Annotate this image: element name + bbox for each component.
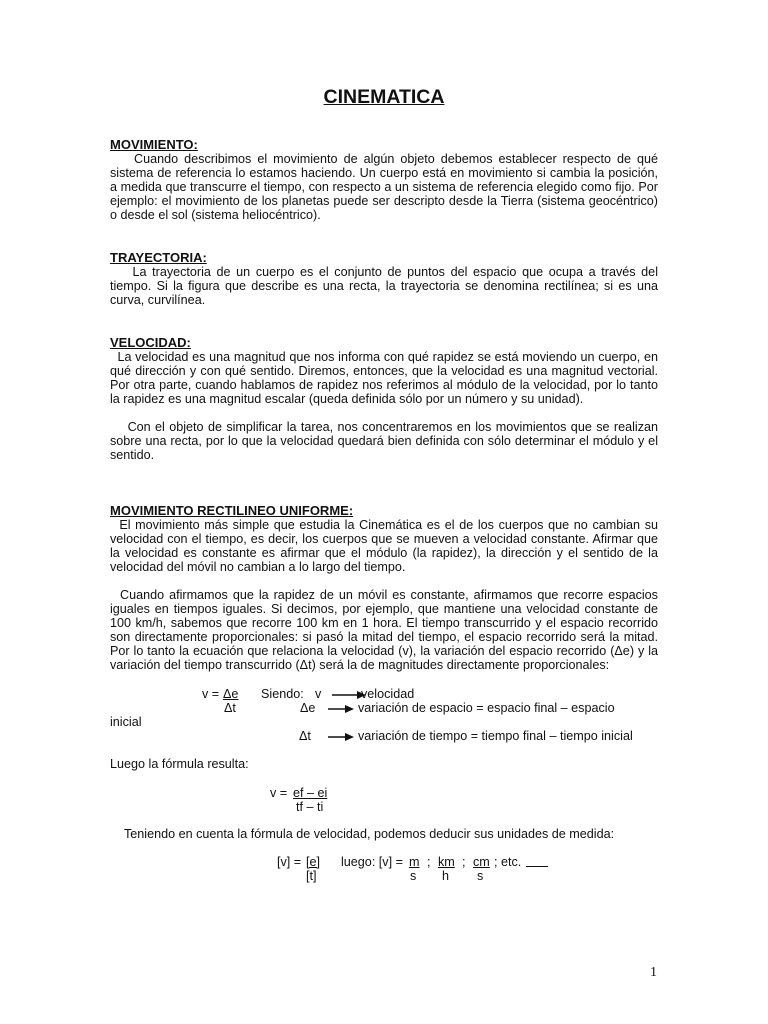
arrow-icon [328,704,354,714]
legend-v-description: velocidad [361,687,415,701]
unit-s-2: s [477,869,484,883]
formula-v-denominator: Δt [224,701,236,715]
page-number: 1 [650,965,657,980]
formula-v-numerator: Δe [223,687,239,701]
formula2-numerator: ef – ei [293,786,328,800]
formula-v-lhs: v = [202,687,220,701]
page-title: CINEMATICA [323,86,445,108]
units-denominator: [t] [306,869,317,883]
heading-velocidad: VELOCIDAD: [110,335,191,350]
paragraph-mru-2: Cuando afirmamos que la rapidez de un móvil es constante, afirmamos que recorre espacios iguales en tiempos iguales. Si decimos, por ejemplo, que mantiene una velocidad constante de 100 km/h, sabemos que recorre 100 km en 1 hora. El tiempo transcurrido y el espacio recorrido son directamente proporcionales: si pasó la mitad del tiempo, el espacio recorrido será la mitad. Por lo tanto la ecuación que relaciona la velocidad (v), la variación del espacio recorrido (Δe) y la variación del tiempo transcurrido (Δt) será la de magnitudes directamente proporcionales: [110,588,662,672]
unit-separator: ; [427,855,431,869]
heading-trayectoria: TRAYECTORIA: [110,250,207,265]
formula2-lhs: v = [270,786,288,800]
paragraph-trayectoria: La trayectoria de un cuerpo es el conjunto de puntos del espacio que ocupa a través del tiempo. Si la figura que describe es una recta, la trayectoria se denomina rectilínea; si es una curva, curvilínea. [110,265,662,307]
legend-dt-symbol: Δt [299,729,311,743]
siendo-label: Siendo: [261,687,304,701]
paragraph-velocidad-2: Con el objeto de simplificar la tarea, nos concentraremos en los movimientos que se realizan sobre una recta, por lo que la velocidad quedará bien definida con sólo determinar el módulo y el sentido. [110,420,662,462]
legend-de-wrap: inicial [110,715,142,729]
unit-s-1: s [410,869,417,883]
units-etc: ; etc. [494,855,522,869]
paragraph-mru-1: El movimiento más simple que estudia la Cinemática es el de los cuerpos que no cambian su velocidad con el tiempo, es decir, los cuerpos que se mueven a velocidad constante. Afirmar que la velocidad es constante es afirmar que el módulo (la rapidez), la dirección y el sentido de la velocidad del móvil no cambian a lo largo del tiempo. [110,518,662,574]
section-trayectoria [110,250,662,307]
legend-de-symbol: Δe [300,701,316,715]
unit-km: km [438,855,455,869]
units-luego: luego: [v] = [341,855,403,869]
luego-text: Luego la fórmula resulta: [110,757,249,771]
units-numerator: [e] [306,855,321,869]
heading-movimiento: MOVIMIENTO: [110,137,198,152]
section-movimiento [110,137,662,222]
paragraph-movimiento: Cuando describimos el movimiento de algún objeto debemos establecer respecto de qué sistema de referencia lo estamos haciendo. Un cuerpo está en movimiento si cambia la posición, a medida que transcurre el tiempo, con respecto a un sistema de referencia elegido como fijo. Por ejemplo: el movimiento de los planetas puede ser descripto desde la Tierra (sistema geocéntrico) o desde el sol (sistema heliocéntrico). [110,152,662,222]
legend-v-symbol: v [315,687,322,701]
trailing-underline [526,866,548,867]
teniendo-text: Teniendo en cuenta la fórmula de velocidad, podemos deducir sus unidades de medida: [124,827,615,841]
unit-h: h [442,869,450,883]
legend-de-description: variación de espacio = espacio final – espacio [358,701,615,715]
heading-mru: MOVIMIENTO RECTILINEO UNIFORME: [110,503,354,518]
unit-cm: cm [473,855,490,869]
unit-m: m [409,855,420,869]
paragraph-velocidad-1: La velocidad es una magnitud que nos informa con qué rapidez se está moviendo un cuerpo, en qué dirección y con qué sentido. Diremos, entonces, que la velocidad es una magnitud vectorial. Por otra parte, cuando hablamos de rapidez nos referimos al módulo de la velocidad, por lo tanto la rapidez es una magnitud escalar (queda definida sólo por un número y su unidad). [110,350,662,406]
units-lhs: [v] = [277,855,302,869]
section-velocidad [110,335,662,462]
section-mru [110,503,662,672]
unit-separator: ; [462,855,466,869]
legend-dt-description: variación de tiempo = tiempo final – tiempo inicial [358,729,633,743]
arrow-icon [328,732,354,742]
formula2-denominator: tf – ti [296,800,324,814]
